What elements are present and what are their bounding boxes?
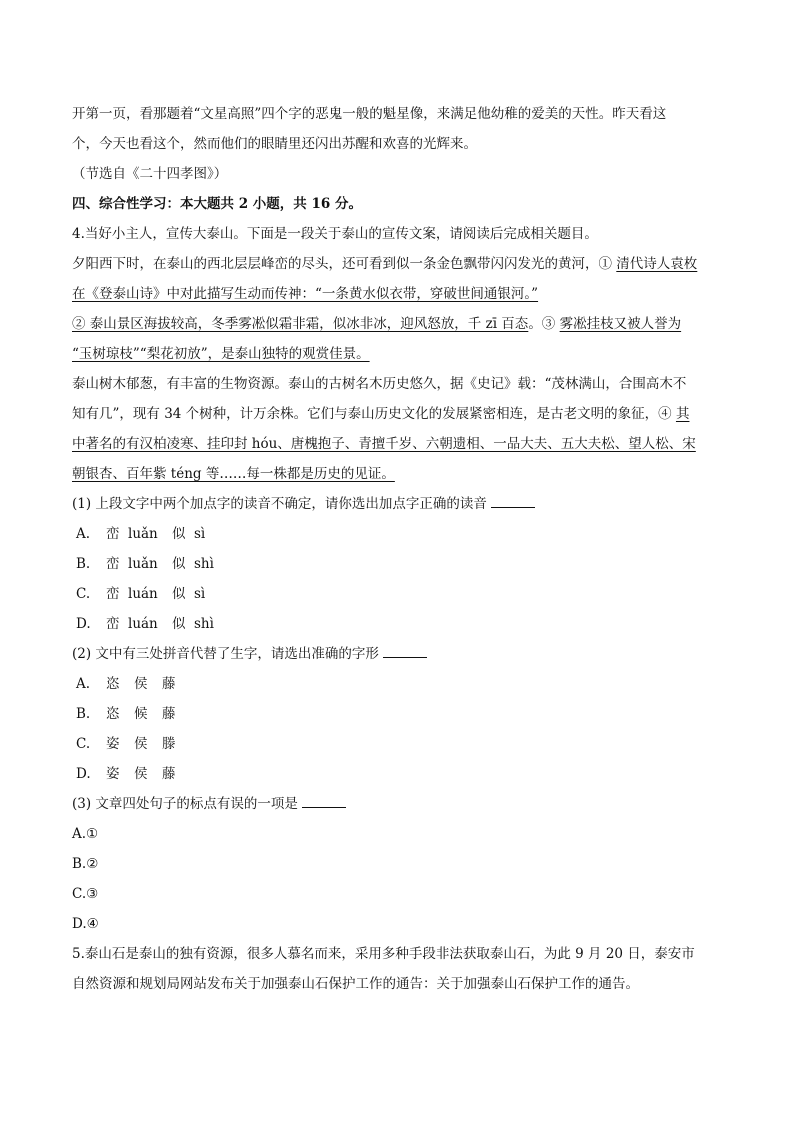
option-key: B. <box>76 556 91 572</box>
q4-sub1-stem <box>72 489 722 519</box>
q4-passage-line-2 <box>72 279 722 309</box>
q4-passage-line-1 <box>72 249 722 279</box>
q4-p3-underlined: 其 <box>675 406 690 422</box>
option-char: 候 <box>134 706 148 722</box>
q4-sub1-option-c[interactable] <box>72 579 722 609</box>
option-char: 峦 <box>106 526 120 542</box>
q4-sub3-stem-text: (3) 文章四处句子的标点有误的一项是 <box>72 796 303 812</box>
option-pinyin: sì <box>194 586 206 602</box>
q4-sub1-option-b[interactable] <box>72 549 722 579</box>
q4-p3-underlined-3: 朝银杏、百年紫 téng 等……每一株都是历史的见证。 <box>72 466 395 482</box>
option-char: 似 <box>172 526 186 542</box>
q4-p3-text: 知有几”，现有 34 个树种，计万余株。它们与泰山历史文化的发展紧密相连，是古老文明的象征，④ <box>72 406 676 422</box>
q4-sub2-option-c[interactable] <box>72 729 722 759</box>
answer-blank[interactable] <box>491 495 535 508</box>
option-char: 峦 <box>106 556 120 572</box>
q5-line-1: 5.泰山石是泰山的独有资源，很多人慕名而来，采用多种手段非法获取泰山石，为此 9 月 20 日，泰安市 <box>72 946 695 962</box>
option-char: 滕 <box>162 736 176 752</box>
q4-sub3-option-a[interactable]: A.① <box>72 826 99 842</box>
q4-sub1-stem-text: (1) 上段文字中两个加点字的读音不确定，请你选出加点字正确的读音 <box>72 496 492 512</box>
q4-passage-line-6 <box>72 399 722 429</box>
option-char: 藤 <box>162 706 176 722</box>
q4-sub3-option-c[interactable]: C.③ <box>72 886 99 902</box>
option-pinyin: shì <box>194 556 214 572</box>
q4-sub3-stem <box>72 789 722 819</box>
option-char: 峦 <box>106 616 120 632</box>
option-key: B. <box>76 706 91 722</box>
q4-p3-underlined-2: 中著名的有汉柏凌寒、挂印封 hóu、唐槐抱子、青擅千岁、六朝遗相、一品大夫、五大夫松、望人松、宋 <box>72 436 696 452</box>
answer-blank[interactable] <box>302 795 346 808</box>
option-pinyin: luán <box>128 586 158 602</box>
q4-sub2-option-b[interactable] <box>72 699 722 729</box>
q4-sub2-option-a[interactable] <box>72 669 722 699</box>
q4-sub2-option-d[interactable] <box>72 759 722 789</box>
option-key: A. <box>76 676 91 692</box>
option-char: 侯 <box>134 676 148 692</box>
q4-p2-underlined: ② 泰山景区海拔较高，冬季雾凇似霜非霜，似冰非冰，迎风怒放，千 zī 百态 <box>72 316 529 332</box>
q4-passage-line-5: 泰山树木郁葱，有丰富的生物资源。泰山的古树名木历史悠久，据《史记》载：“茂林满山，合围高木不 <box>72 376 687 392</box>
q4-p2-text: 。③ <box>528 316 560 332</box>
option-char: 恣 <box>106 706 120 722</box>
q4-sub3-option-b[interactable]: B.② <box>72 856 99 872</box>
option-pinyin: luǎn <box>128 526 158 542</box>
option-pinyin: shì <box>194 616 214 632</box>
option-key: D. <box>76 616 91 632</box>
q5-line-2: 自然资源和规划局网站发布关于加强泰山石保护工作的通告：关于加强泰山石保护工作的通告。 <box>72 976 639 992</box>
option-char: 侯 <box>134 766 148 782</box>
q4-sub2-stem <box>72 639 722 669</box>
option-char: 似 <box>172 586 186 602</box>
q4-sub1-option-a[interactable] <box>72 519 722 549</box>
q4-p1-text: 夕阳西下时，在泰山的西北层层峰峦的尽头，还可看到似一条金色飘带闪闪发光的黄河，① <box>72 256 617 272</box>
q4-sub2-stem-text: (2) 文中有三处拼音代替了生字，请选出准确的字形 <box>72 646 384 662</box>
option-key: A. <box>76 526 91 542</box>
q4-sub1-option-d[interactable] <box>72 609 722 639</box>
q4-sub3-option-d[interactable]: D.④ <box>72 916 99 932</box>
q4-passage-line-3 <box>72 309 722 339</box>
q4-p1-underlined: 清代诗人袁枚 <box>616 256 698 272</box>
section-4-title: 四、综合性学习：本大题共 2 小题，共 16 分。 <box>72 196 362 212</box>
q4-p1-underlined-cont: 在《登泰山诗》中对此描写生动而传神：“一条黄水似衣带，穿破世间通银河。” <box>72 286 539 302</box>
q4-p2-underlined-2: 雾凇挂枝又被人誉为 <box>559 316 682 332</box>
option-pinyin: sì <box>194 526 206 542</box>
option-char: 侯 <box>134 736 148 752</box>
option-key: C. <box>76 736 91 752</box>
option-pinyin: luán <box>128 616 158 632</box>
q4-passage-line-8 <box>72 459 722 489</box>
option-char: 峦 <box>106 586 120 602</box>
option-char: 恣 <box>106 676 120 692</box>
q4-passage-line-4 <box>72 339 722 369</box>
answer-blank[interactable] <box>383 645 427 658</box>
q4-p2-underlined-3: “玉树琼枝”“梨花初放”，是泰山独特的观赏佳景。 <box>72 346 370 362</box>
option-char: 姿 <box>106 766 120 782</box>
option-char: 似 <box>172 616 186 632</box>
option-char: 似 <box>172 556 186 572</box>
option-key: C. <box>76 586 91 602</box>
intro-line-1: 开第一页，看那题着“文星高照”四个字的恶鬼一般的魁星像，来满足他幼稚的爱美的天性。昨天看这 <box>72 106 667 122</box>
q4-stem: 4.当好小主人，宣传大泰山。下面是一段关于泰山的宣传文案，请阅读后完成相关题目。 <box>72 226 598 242</box>
option-key: D. <box>76 766 91 782</box>
intro-source: （节选自《二十四孝图》） <box>72 166 228 182</box>
option-pinyin: luǎn <box>128 556 158 572</box>
q4-passage-line-7 <box>72 429 722 459</box>
option-char: 藤 <box>162 676 176 692</box>
intro-line-2: 个，今天也看这个，然而他们的眼睛里还闪出苏醒和欢喜的光辉来。 <box>72 136 477 152</box>
option-char: 藤 <box>162 766 176 782</box>
option-char: 姿 <box>106 736 120 752</box>
document-page <box>72 99 722 999</box>
